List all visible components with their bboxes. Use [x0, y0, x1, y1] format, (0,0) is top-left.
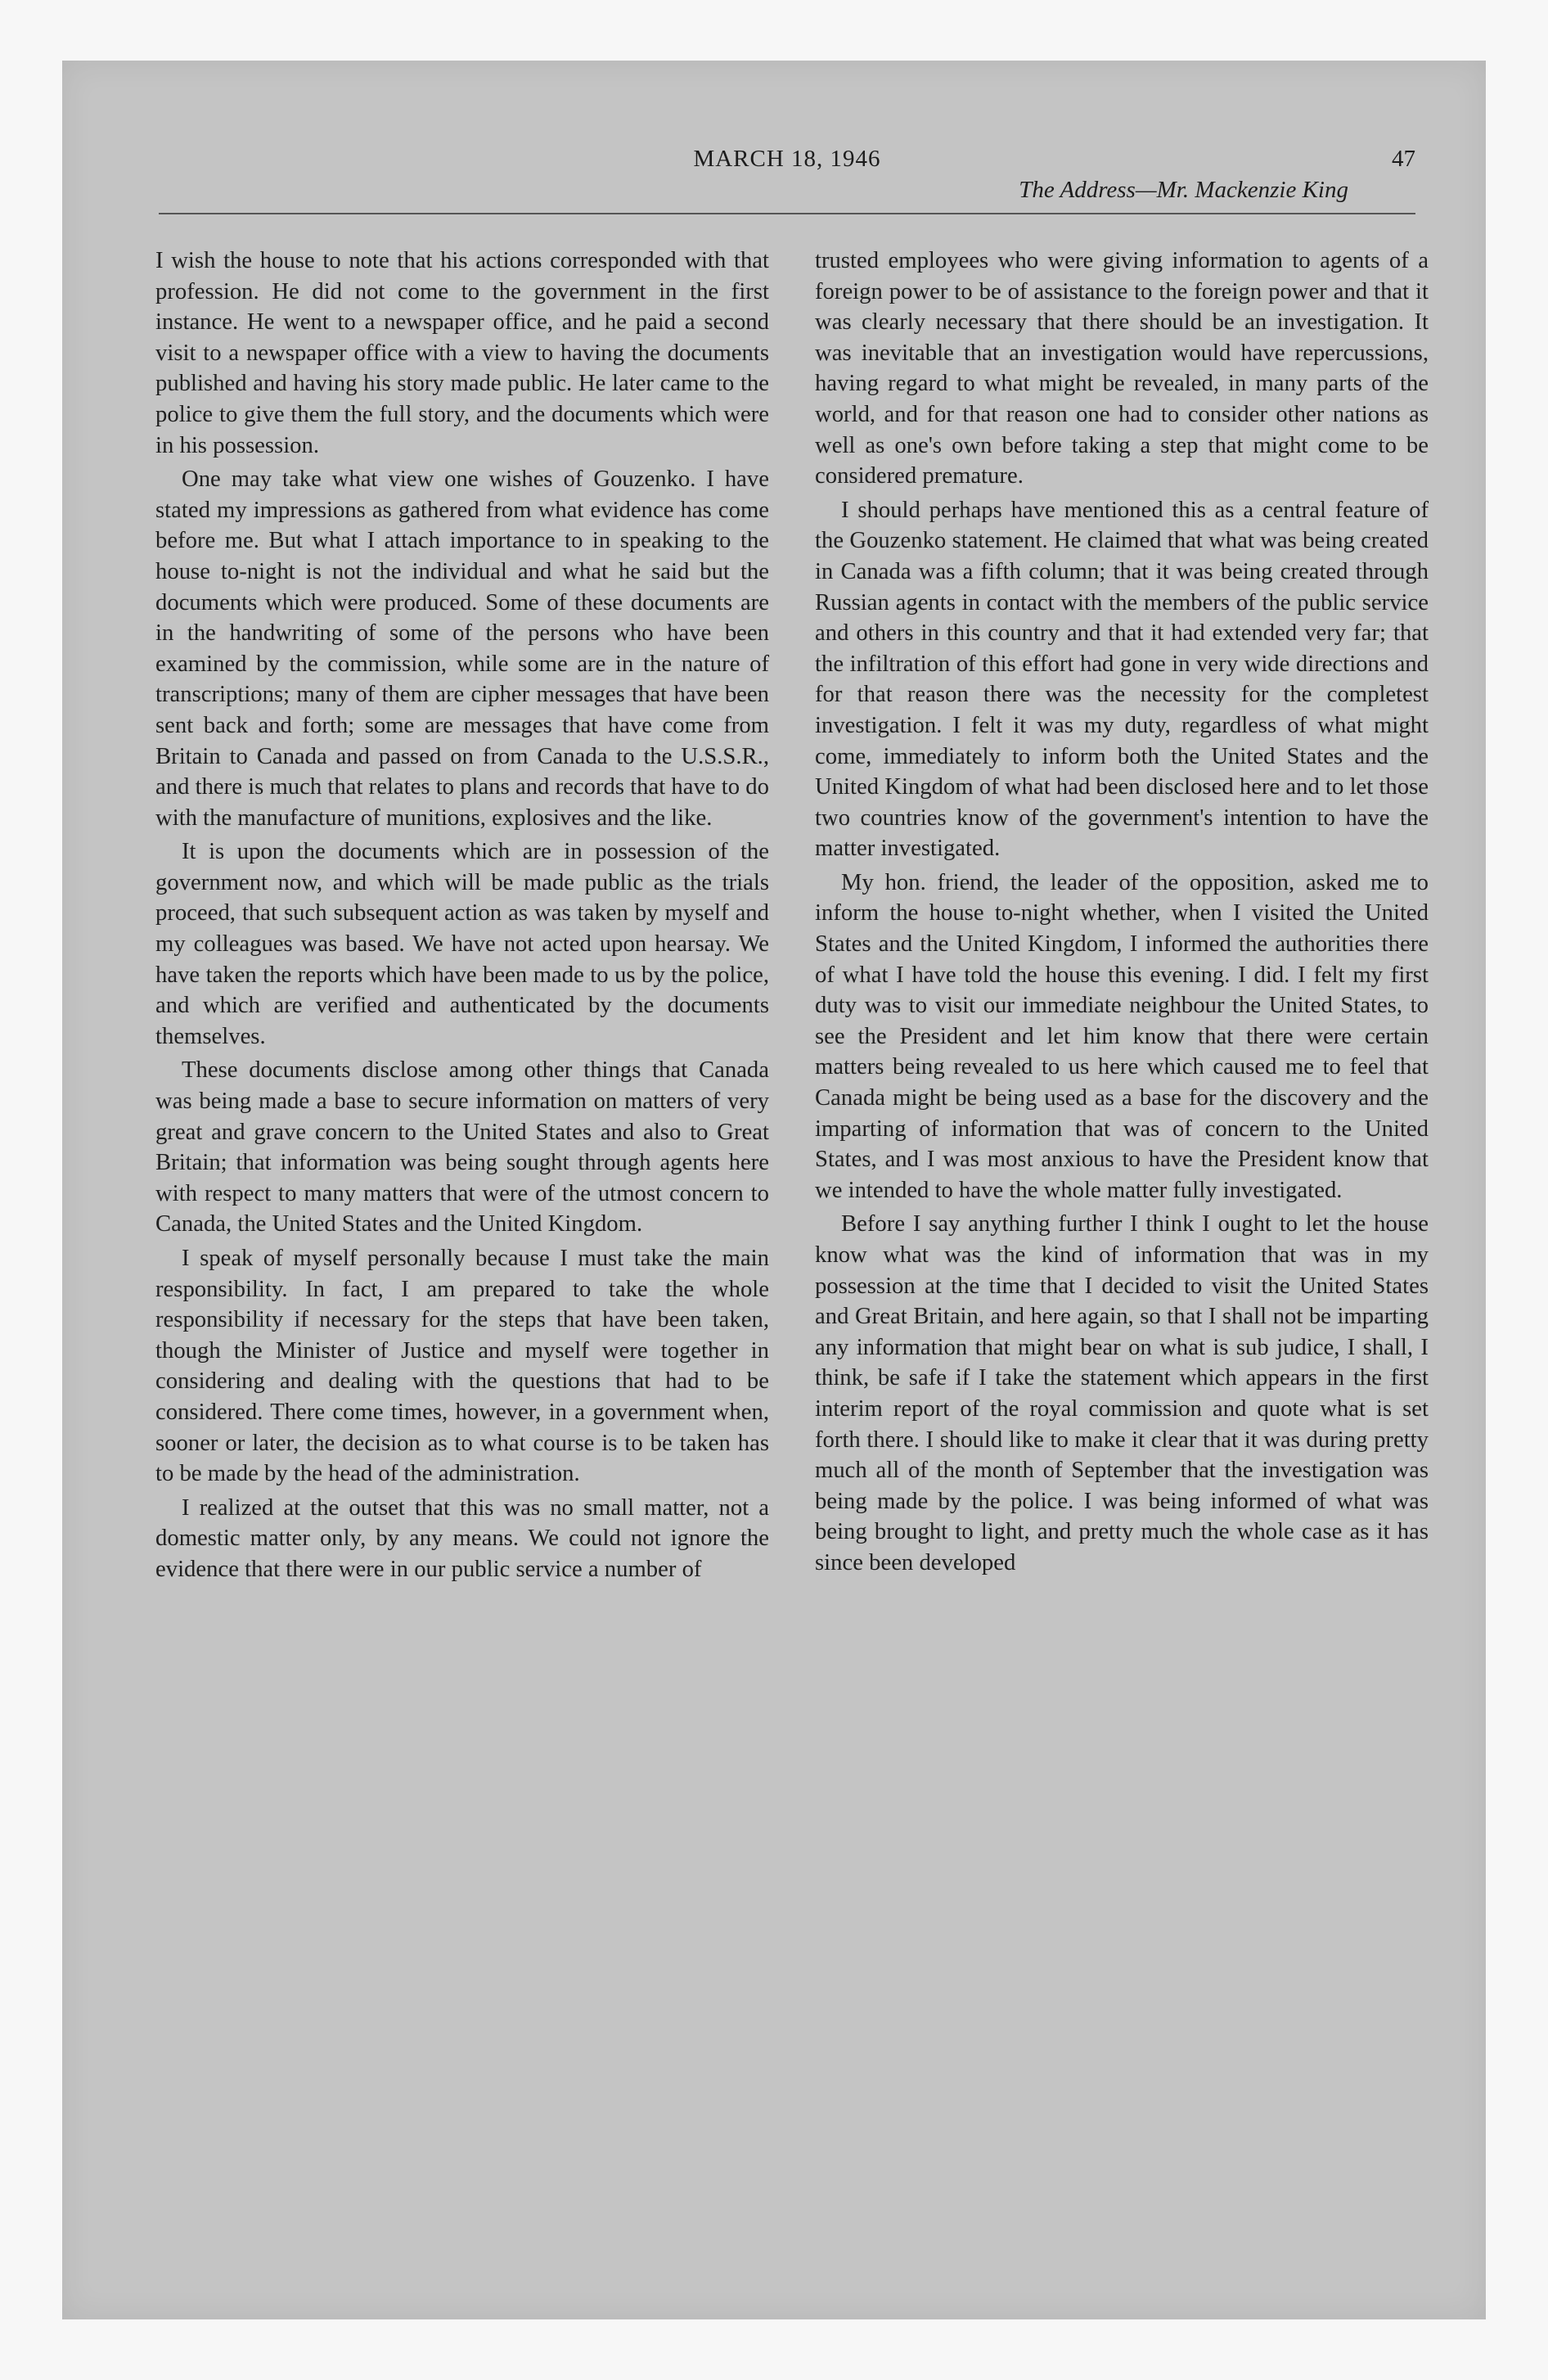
paragraph: One may take what view one wishes of Gouzenko. I have stated my impressions as gathered from what evidence has come before me. But what I attach importance to in speaking to the house to-night is not the individual and what he said but the documents which were produced. Some of these documents are in the handwriting of some of the persons who have been examined by the commission, while some are in the nature of transcriptions; many of them are cipher messages that have been sent back and forth; some are messages that have come from Britain to Canada and passed on from Canada to the U.S.S.R., and there is much that relates to plans and records that have to do with the manufacture of munitions, explosives and the like.: [155, 466, 769, 831]
paragraph: I should perhaps have mentioned this as a central feature of the Gouzenko statement. He claimed that what was being created in Canada was a fifth column; that it was being created through Russian agents in contact with the members of the public service and others in this country and that it had extended very far; that the infiltration of this effort had gone in very wide directions and for that reason there was the necessity for the completest investigation. I felt it was my duty, regardless of what might come, immediately to inform both the United States and the United Kingdom of what had been disclosed here and to let those two countries know of the government's intention to have the matter investigated.: [815, 496, 1429, 862]
running-head: The Address—Mr. Mackenzie King: [1019, 177, 1348, 203]
paragraph: I realized at the outset that this was no small matter, not a domestic matter only, by any means. We could not ignore the evidence that there were in our public service a number of: [155, 1494, 769, 1582]
paragraph: I wish the house to note that his actions corresponded with that profession. He did not come to the government in the first instance. He went to a newspaper office, and he paid a second visit to a newspaper office with a view to having the documents published and having his story made public. He later came to the police to give them the full story, and the documents which were in his possession.: [155, 247, 769, 458]
paragraph: It is upon the documents which are in possession of the government now, and which will be made public as the trials proceed, that such subsequent action as was taken by myself and my colleagues was based. We have not acted upon hearsay. We have taken the reports which have been made to us by the police, and which are verified and authenticated by the documents themselves.: [155, 838, 769, 1049]
paragraph: Before I say anything further I think I ought to let the house know what was the kind of information that was in my possession at the time that I decided to visit the United States and Great Britain, and here again, so that I shall not be imparting any information that might bear on what is sub judice, I shall, I think, be safe if I take the statement which appears in the first interim report of the royal commission and quote what is set forth there. I should like to make it clear that it was during pretty much all of the month of September that the investigation was being made by the police. I was being informed of what was being brought to light, and pretty much the whole case as it has since been developed: [815, 1210, 1429, 1575]
right-column: [815, 246, 1429, 1579]
page-header: [159, 146, 1415, 214]
paragraph: My hon. friend, the leader of the opposition, asked me to inform the house to-night whether, when I visited the United States and the United Kingdom, I informed the authorities there of what I have told the house this evening. I did. I felt my first duty was to visit our immediate neighbour the United States, to see the President and let him know that there were certain matters being revealed to us here which caused me to feel that Canada might be being used as a base for the discovery and the imparting of information that was of concern to the United States, and I was most anxious to have the President know that we intended to have the whole matter fully investigated.: [815, 868, 1429, 1203]
paragraph: trusted employees who were giving information to agents of a foreign power to be of assistance to the foreign power and that it was clearly necessary that there should be an investigation. It was inevitable that an investigation would have repercussions, having regard to what might be revealed, in many parts of the world, and for that reason one had to consider other nations as well as one's own before taking a step that might come to be considered premature.: [815, 247, 1429, 489]
header-date: MARCH 18, 1946: [693, 146, 881, 172]
paragraph: These documents disclose among other things that Canada was being made a base to secure information on matters of very great and grave concern to the United States and also to Great Britain; that information was being sought through agents here with respect to many matters that were of the utmost concern to Canada, the United States and the United Kingdom.: [155, 1057, 769, 1237]
page-number: 47: [1392, 146, 1415, 172]
left-column: [155, 246, 769, 1585]
paragraph: I speak of myself personally because I must take the main responsibility. In fact, I am prepared to take the whole responsibility if necessary for the steps that have been taken, though the Minister of Justice and myself were together in considering and dealing with the questions that had to be considered. There come times, however, in a government when, sooner or later, the decision as to what course is to be taken has to be made by the head of the administration.: [155, 1245, 769, 1487]
